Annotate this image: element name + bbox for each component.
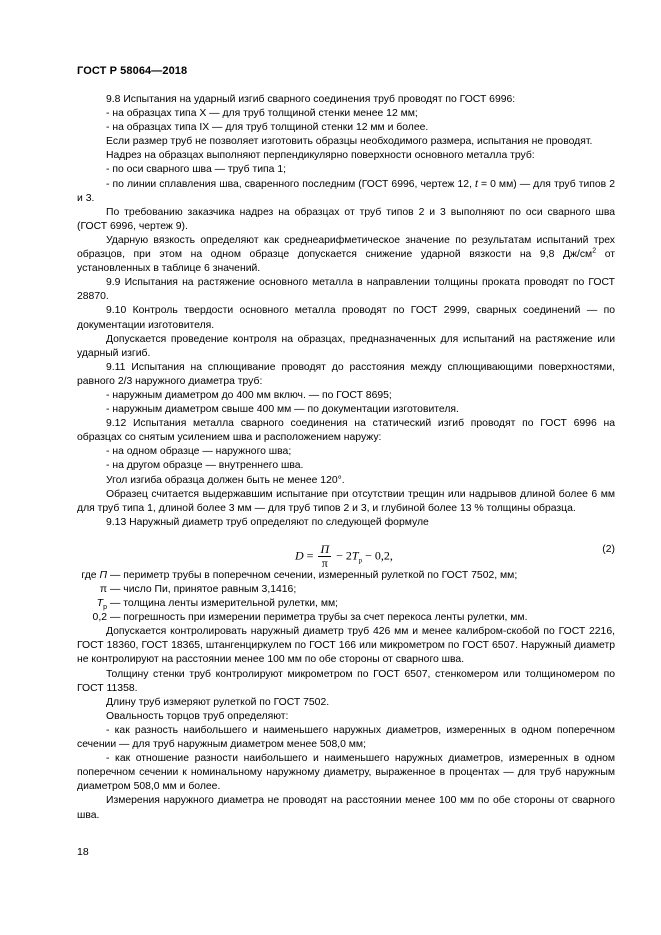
paragraph: Длину труб измеряют рулеткой по ГОСТ 7502. (106, 696, 330, 708)
legend-text: — число Пи, принятое равным 3,1416; (110, 584, 297, 595)
paragraph: Допускается контролировать наружный диаметр труб 426 мм и менее калибром-скобой по ГОСТ 2216, ГОСТ 18360, ГОСТ 18365, штангенциркулем по ГОСТ 166 или микрометром по ГОСТ 6507. Наружный диаметр не контролируют на расстоянии менее 100 мм по обе стороны от сварного шва. (77, 626, 615, 666)
formula-tp-sub: p (358, 556, 363, 565)
paragraph (77, 234, 615, 276)
list-item: - наружным диаметром до 400 мм включ. — по ГОСТ 8695; (106, 389, 392, 401)
paragraph: Образец считается выдержавшим испытание при отсутствии трещин или надрывов длиной более 6 мм для труб типа 1, длиной более 3 мм — для труб типов 2 и 3, и глубиной более 13 % толщины образца. (77, 488, 615, 514)
list-item: - на образцах типа X — для труб толщиной стенки менее 12 мм; (106, 108, 418, 120)
paragraph: Угол изгиба образца должен быть не менее 120°. (106, 474, 345, 486)
t-symbol: t (475, 178, 478, 190)
list-item: - как отношение разности наибольшего и наименьшего наружных диаметров, измеренных в одном поперечном сечении к номинальному наружному диаметру, выраженное в процентах — для труб наружным диаметром 508,0 мм и более. (77, 753, 615, 793)
paragraph: 9.12 Испытания металла сварного соединения на статический изгиб проводят по ГОСТ 6996 на образцах со снятым усилением шва и расположением наружу: (77, 418, 615, 444)
paragraph: Допускается проведение контроля на образцах, предназначенных для испытаний на растяжение или ударный изгиб. (77, 333, 615, 359)
formula-eq: = (306, 548, 314, 563)
list-item: - на другом образце — внутреннего шва. (106, 460, 304, 472)
paragraph: 9.8 Испытания на ударный изгиб сварного соединения труб проводят по ГОСТ 6996: (106, 94, 516, 105)
formula-expression (295, 543, 393, 570)
formula-number: (2) (602, 543, 615, 555)
paragraph: По требованию заказчика надрез на образцах от труб типов 2 и 3 выполняют по оси сварного шва (ГОСТ 6996, чертеж 9). (77, 206, 615, 232)
legend-text: — периметр трубы в поперечном сечении, измеренный рулеткой по ГОСТ 7502, мм; (110, 569, 518, 581)
paragraph: 9.10 Контроль твердости основного металла проводят по ГОСТ 2999, сварных соединений — по документации изготовителя. (77, 305, 615, 331)
paragraph: Надрез на образцах выполняют перпендикулярно поверхности основного металла труб: (106, 150, 535, 162)
list-item: - как разность наибольшего и наименьшего наружных диаметров, измеренных в одном поперечном сечении — для труб наружным диаметром менее 508,0 мм; (77, 724, 615, 751)
list-item: - на образцах типа IX — для труб толщиной стенки 12 мм и более. (106, 122, 429, 134)
legend-symbol (77, 611, 107, 625)
legend-sym-p: П (99, 569, 107, 581)
list-item: - по оси сварного шва — труб типа 1; (106, 164, 286, 176)
paragraph: 9.11 Испытания на сплющивание проводят до расстояния между сплющивающими поверхностями, равного 2/3 наружного диаметра труб: (77, 361, 615, 387)
formula-legend (77, 569, 615, 625)
list-item-text: - по линии сплавления шва, сваренного последним (ГОСТ 6996, чертеж 12, (106, 178, 472, 190)
legend-symbol (77, 597, 107, 611)
legend-text: — толщина ленты измерительной рулетки, мм; (110, 598, 338, 610)
formula-numerator: П (320, 541, 330, 556)
formula-tp: T (351, 548, 359, 563)
formula-2 (77, 532, 615, 570)
list-item: - на одном образце — наружного шва; (106, 446, 292, 458)
formula-minus: − 2 (333, 548, 352, 563)
paragraph-text: Ударную вязкость определяют как среднеарифметическое значение по результатам испытаний трех образцов, при этом на одном образце допускается снижение ударной вязкости на 9,8 Дж/см (77, 234, 615, 261)
legend-sym-pi: π (99, 584, 107, 595)
paragraph: 9.9 Испытания на растяжение основного металла в направлении толщины проката проводят по ГОСТ 28870. (77, 277, 615, 303)
legend-sym-tp-sub: p (103, 604, 107, 612)
page-number: 18 (77, 846, 89, 858)
paragraph: Толщину стенки труб контролируют микрометром по ГОСТ 6507, стенкомером или толщиномером по ГОСТ 11358. (77, 668, 615, 694)
superscript: 2 (592, 247, 597, 255)
legend-symbol (77, 569, 107, 583)
list-item (77, 178, 615, 206)
legend-symbol (77, 583, 107, 597)
legend-text: — погрешность при измерении периметра трубы за счет перекоса ленты рулетки, мм. (110, 612, 528, 624)
paragraph: Овальность торцов труб определяют: (106, 710, 289, 722)
formula-lhs: D (295, 548, 304, 563)
legend-where: где (81, 569, 97, 581)
paragraph: 9.13 Наружный диаметр труб определяют по следующей формуле (106, 516, 429, 528)
formula-denominator: π (321, 555, 328, 570)
paragraph: Если размер труб не позволяет изготовить образцы необходимого размера, испытания не проводят. (106, 136, 593, 148)
legend-sym-tp: T (96, 598, 104, 610)
paragraph: Измерения наружного диаметра не проводят на расстоянии менее 100 мм по обе стороны от сварного шва. (77, 795, 615, 821)
document-body (77, 93, 615, 823)
list-item-text-cont: = 0 мм) — для труб типов 2 и 3. (77, 178, 616, 204)
list-item: - наружным диаметром свыше 400 мм — по документации изготовителя. (106, 404, 459, 416)
paragraph-text-cont: от установленных в таблице 6 значений. (77, 249, 615, 275)
formula-rest: − 0,2, (362, 548, 393, 563)
formula-fraction (318, 543, 331, 570)
legend-sym-02: 0,2 (92, 612, 107, 624)
document-code-header: ГОСТ Р 58064—2018 (77, 65, 188, 77)
